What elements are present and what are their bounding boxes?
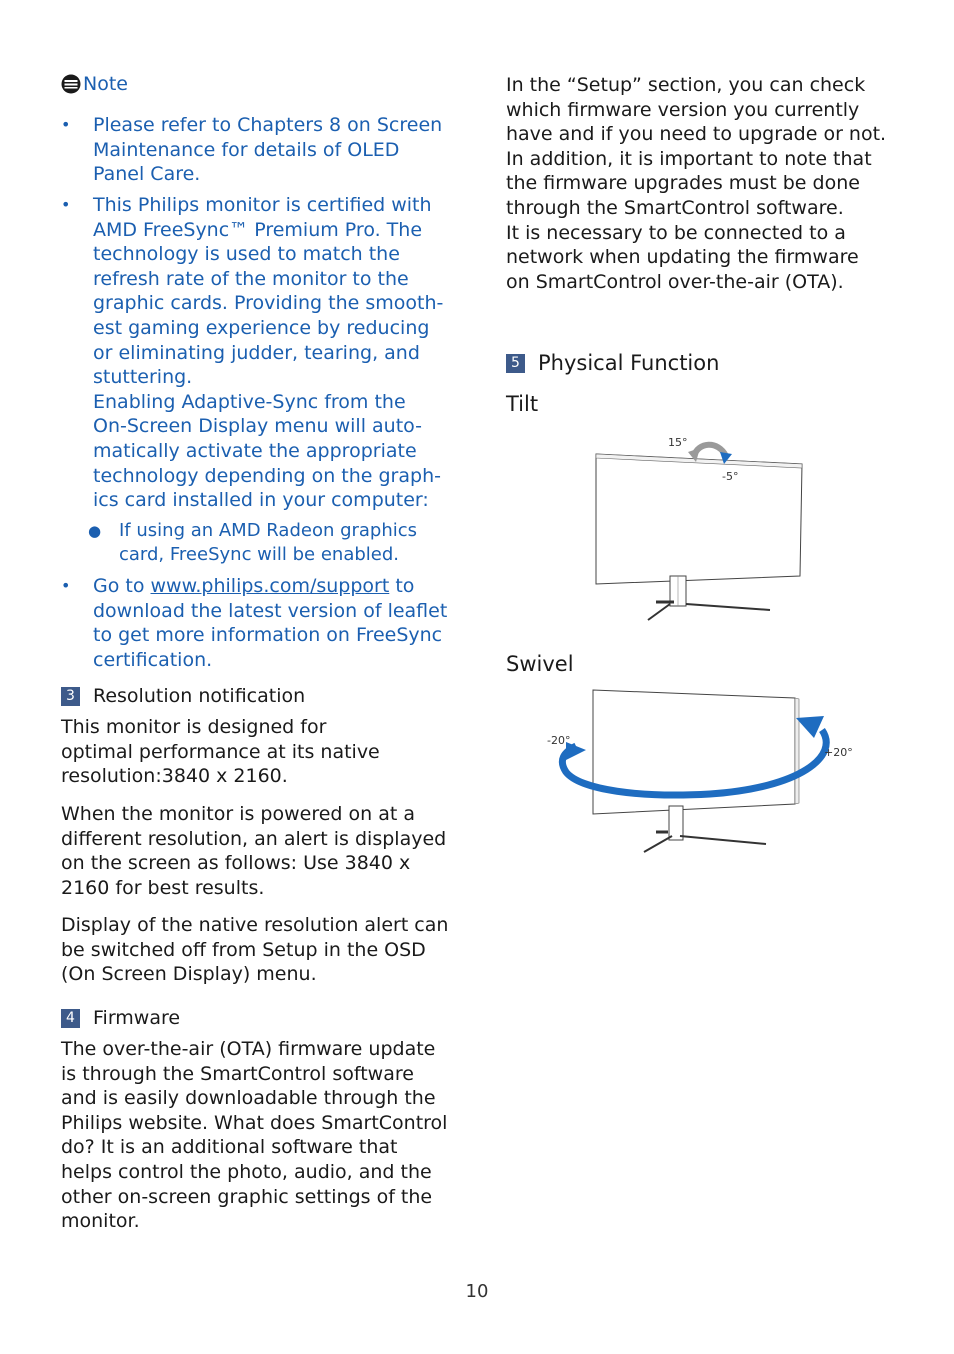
section-3-paragraph-1: This monitor is designed for optimal performance at its native resolution:3840 x 2160. — [61, 716, 380, 788]
section-4-paragraph-1: The over-the-air (OTA) firmware update is through the SmartControl software and is easily downloadable through the Philips website. What does SmartControl do? It is an additional software that helps control the photo, audio, and the other on-screen graphic settings of the monitor. — [61, 1038, 448, 1233]
note-bullet-2 — [61, 193, 451, 513]
bullet-dot: • — [61, 195, 71, 214]
section-title: Firmware — [93, 1007, 181, 1029]
section-number-badge: 5 — [506, 354, 525, 373]
tilt-stand-leg — [686, 604, 770, 610]
section-5-heading — [506, 351, 719, 375]
bullet-dot: • — [61, 115, 71, 134]
section-3-paragraph-2: When the monitor is powered on at a different resolution, an alert is displayed on the screen as follows: Use 3840 x 2160 for best results. — [61, 803, 447, 899]
section-number-badge: 4 — [61, 1009, 80, 1028]
swivel-arrow-head-right — [796, 716, 824, 738]
philips-support-link[interactable]: www.philips.com/support — [150, 575, 390, 597]
firmware-setup-paragraph: In the “Setup” section, you can check which firmware version you currently have and if you need to upgrade or not. In addition, it is important to note that the firmware upgrades must be done through the SmartControl software. It is necessary to be connected to a network when updating the firmware on SmartControl over-the-air (OTA). — [506, 74, 887, 293]
section-title: Physical Function — [538, 351, 720, 375]
section-3-paragraph-3: Display of the native resolution alert can be switched off from Setup in the OSD (On Screen Display) menu. — [61, 914, 449, 986]
note-bullet-3 — [61, 574, 451, 672]
tilt-stand-leg — [648, 604, 670, 620]
note-label: Note — [83, 73, 128, 95]
sub-bullet-dot: ● — [88, 522, 102, 540]
note-bullet-text: Please refer to Chapters 8 on Screen Maintenance for details of OLED Panel Care. — [93, 114, 443, 186]
note-bullet-1 — [61, 113, 451, 187]
tilt-angle-up-label: 15° — [668, 436, 688, 449]
tilt-title: Tilt — [506, 392, 539, 416]
swivel-stand-leg — [680, 836, 766, 844]
swivel-title: Swivel — [506, 652, 574, 676]
note-sub-bullet — [88, 519, 433, 567]
swivel-diagram — [540, 686, 860, 858]
note-bullet-text: This Philips monitor is certified with AMD FreeSync™ Premium Pro. The technology is used to match the refresh rate of the monitor to the graphic cards. Providing the smooth- est gaming experience by reducing or eliminating judder, tearing, and stuttering. Enabling Adaptive-Sync from the On-Screen Display menu will auto- matically activate the appropriate technology depending on the graph- ics card installed in your computer: — [93, 194, 444, 512]
swivel-angle-right-label: +20° — [824, 746, 853, 759]
note-icon — [61, 74, 81, 94]
swivel-stand-neck — [669, 806, 683, 840]
swivel-angle-left-label: -20° — [547, 734, 571, 747]
section-number-badge: 3 — [61, 687, 80, 706]
swivel-stand-leg — [644, 836, 672, 852]
note-sub-bullet-text: If using an AMD Radeon graphics card, FreeSync will be enabled. — [119, 520, 418, 565]
section-4-heading — [61, 1007, 180, 1029]
bullet-dot: • — [61, 576, 71, 595]
section-title: Resolution notification — [93, 685, 306, 707]
note-heading — [61, 73, 128, 95]
page-number: 10 — [465, 1281, 489, 1302]
bullet3-post: to — [389, 575, 415, 597]
bullet3-pre: Go to — [93, 575, 151, 597]
section-3-heading — [61, 685, 305, 707]
tilt-diagram — [590, 428, 810, 628]
tilt-angle-down-label: -5° — [722, 470, 739, 483]
tilt-monitor-screen — [596, 454, 802, 584]
bullet3-rest: download the latest version of leaflet to get more information on FreeSync certification. — [93, 599, 448, 671]
note-bullet-text — [93, 574, 451, 672]
